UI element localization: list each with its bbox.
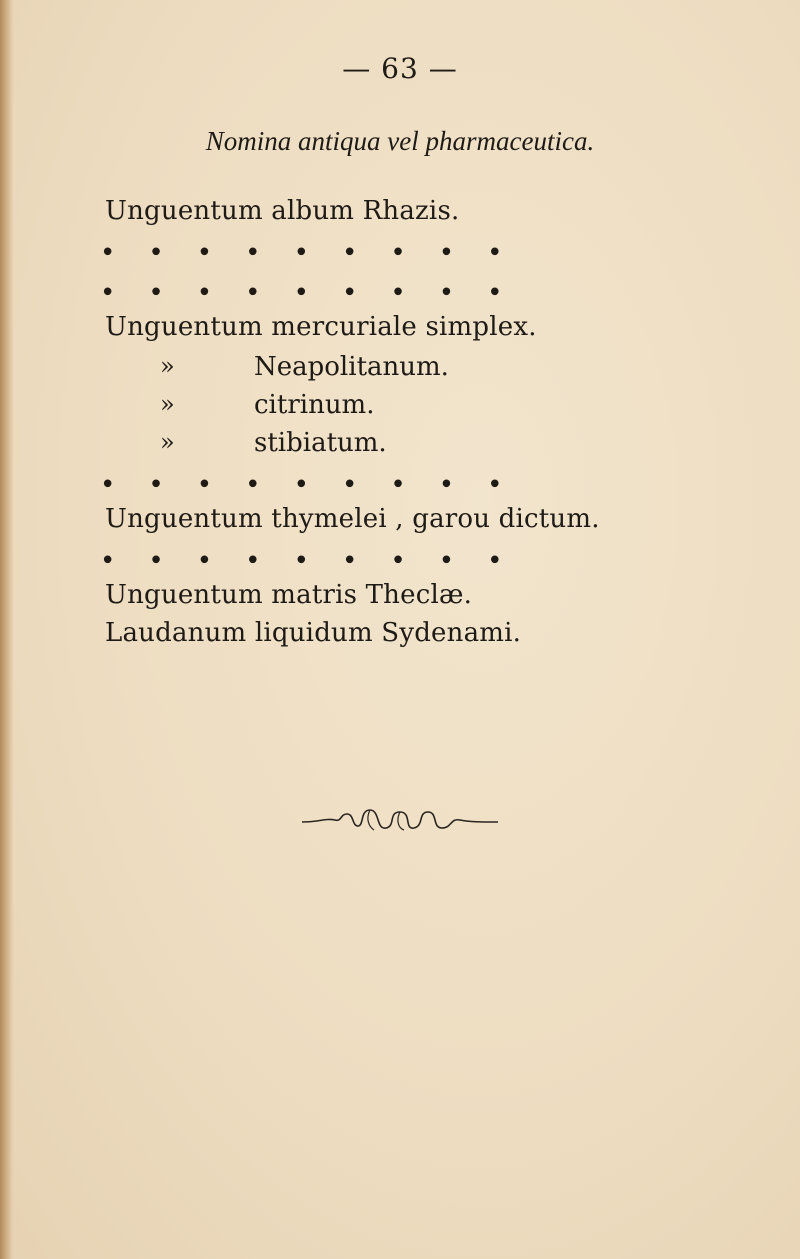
page-number: — 63 — (342, 52, 458, 85)
entry-unguentum-thymelei: Unguentum thymelei , garou dictum. (105, 504, 600, 534)
entry-stibiatum: stibiatum. (254, 428, 387, 458)
entry-unguentum-mercuriale: Unguentum mercuriale simplex. (105, 312, 537, 342)
ellipsis-row: • • • • • • • • • (100, 470, 503, 500)
entry-citrinum: citrinum. (254, 390, 375, 420)
ellipsis-row: • • • • • • • • • (100, 238, 503, 268)
ditto-mark: » (160, 352, 175, 380)
entry-unguentum-matris-theclae: Unguentum matris Theclæ. (105, 580, 473, 610)
book-gutter (0, 0, 14, 1259)
entry-neapolitanum: Neapolitanum. (254, 352, 449, 382)
ditto-mark: » (160, 428, 175, 456)
entry-laudanum-liquidum: Laudanum liquidum Sydenami. (105, 618, 522, 648)
ellipsis-row: • • • • • • • • • (100, 278, 503, 308)
ditto-mark: » (160, 390, 175, 418)
entry-unguentum-album: Unguentum album Rhazis. (105, 196, 460, 226)
page-heading: Nomina antiqua vel pharmaceutica. (205, 126, 595, 156)
tailpiece-ornament (300, 800, 500, 840)
ellipsis-row: • • • • • • • • • (100, 546, 503, 576)
